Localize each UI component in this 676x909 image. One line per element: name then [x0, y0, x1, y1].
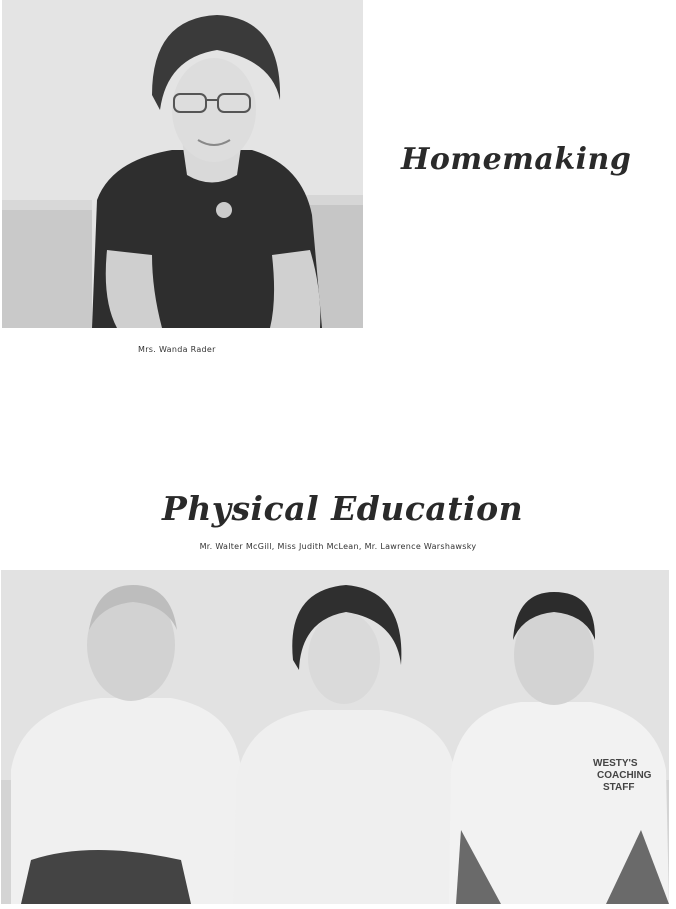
- physical-education-heading: Physical Education: [162, 489, 524, 528]
- group-photo-graphic: [1, 570, 669, 904]
- portrait-photo-graphic: [2, 0, 363, 328]
- physical-education-caption: Mr. Walter McGill, Miss Judith McLean, Mr. Lawrence Warshawsky: [199, 542, 477, 551]
- homemaking-heading: Homemaking: [401, 142, 632, 177]
- portrait-photo-wanda-rader: [2, 0, 363, 328]
- homemaking-caption: Mrs. Wanda Rader: [138, 345, 216, 354]
- shirt-text-westys: WESTY'S COACHING STAFF: [593, 758, 652, 793]
- group-photo-pe-staff: [1, 570, 669, 904]
